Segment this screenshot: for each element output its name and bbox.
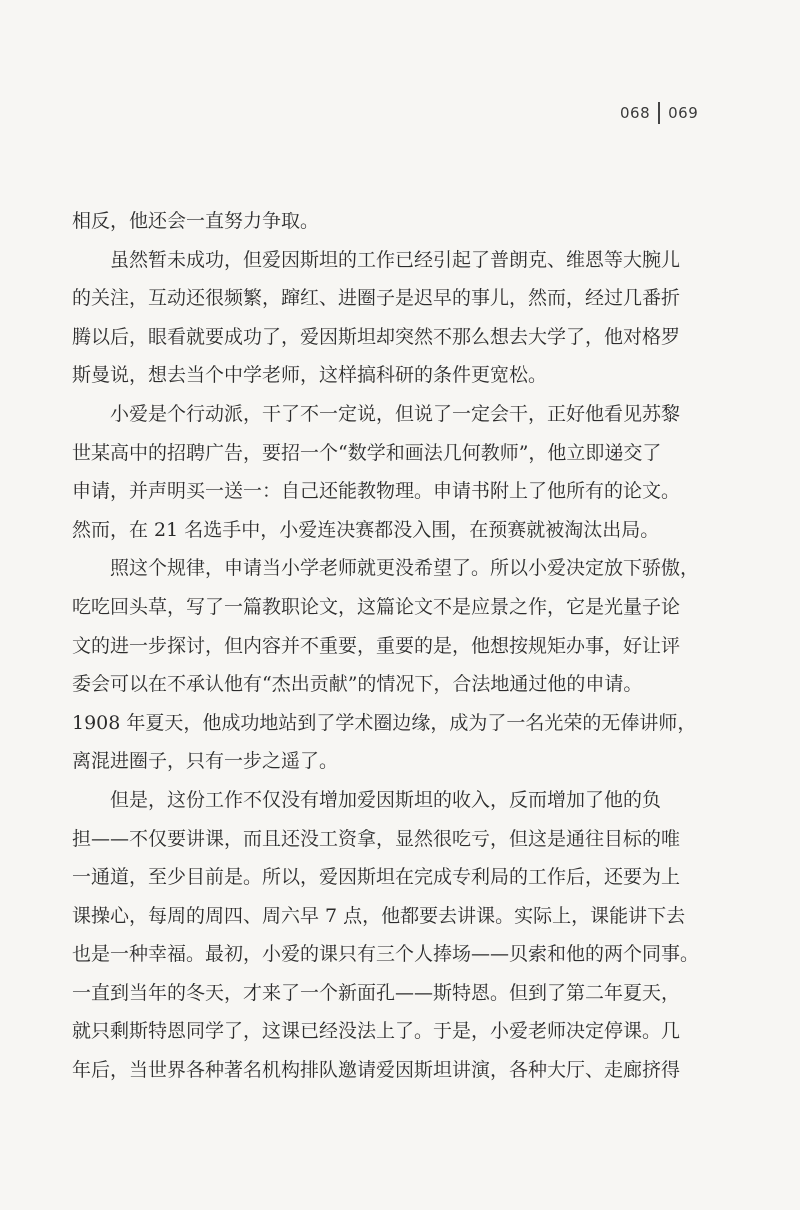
text-line: 课操心，每周的周四、周六早 7 点，他都要去讲课。实际上，课能讲下去: [72, 904, 686, 927]
text-line: 就只剩斯特恩同学了，这课已经没法上了。于是，小爱老师决定停课。几: [72, 1020, 681, 1043]
text-line: 文的进一步探讨，但内容并不重要，重要的是，他想按规矩办事，好让评: [72, 634, 681, 657]
text-line: 世某高中的招聘广告，要招一个“数学和画法几何教师”，他立即递交了: [72, 441, 662, 464]
page-number-header: [620, 102, 698, 124]
text-line: 照这个规律，申请当小学老师就更没希望了。所以小爱决定放下骄傲，: [110, 557, 700, 580]
text-line: 小爱是个行动派，干了不一定说，但说了一定会干，正好他看见苏黎: [110, 402, 681, 425]
page-number-separator: [658, 102, 660, 124]
text-line: 虽然暂未成功，但爱因斯坦的工作已经引起了普朗克、维恩等大腕儿: [110, 248, 681, 271]
text-line: 也是一种幸福。最初，小爱的课只有三个人捧场——贝索和他的两个同事。: [72, 943, 700, 966]
text-line: 一通道，至少目前是。所以，爱因斯坦在完成专利局的工作后，还要为上: [72, 866, 681, 889]
text-line: 担——不仅要讲课，而且还没工资拿，显然很吃亏，但这是通往目标的唯: [72, 827, 681, 850]
text-line: 腾以后，眼看就要成功了，爱因斯坦却突然不那么想去大学了，他对格罗: [72, 325, 681, 348]
page-number-left: 068: [620, 104, 651, 122]
text-line: 斯曼说，想去当个中学老师，这样搞科研的条件更宽松。: [72, 364, 548, 387]
text-line: 的关注，互动还很频繁，蹿红、进圈子是迟早的事儿，然而，经过几番折: [72, 287, 681, 310]
text-line: 委会可以在不承认他有“杰出贡献”的情况下，合法地通过他的申请。: [72, 673, 643, 696]
text-line: 相反，他还会一直努力争取。: [72, 210, 320, 232]
page-number-right: 069: [668, 104, 699, 122]
text-line: 年后，当世界各种著名机构排队邀请爱因斯坦讲演，各种大厅、走廊挤得: [72, 1059, 681, 1082]
text-line: 吃吃回头草，写了一篇教职论文，这篇论文不是应景之作，它是光量子论: [72, 595, 681, 618]
body-text: [72, 202, 732, 1090]
text-line: 但是，这份工作不仅没有增加爱因斯坦的收入，反而增加了他的负: [110, 788, 662, 811]
text-line: 离混进圈子，只有一步之遥了。: [72, 750, 339, 773]
text-line: 然而，在 21 名选手中，小爱连决赛都没入围，在预赛就被淘汰出局。: [72, 518, 660, 541]
text-line: 1908 年夏天，他成功地站到了学术圈边缘，成为了一名光荣的无俸讲师，: [72, 711, 697, 734]
text-line: 申请，并声明买一送一：自己还能教物理。申请书附上了他所有的论文。: [72, 480, 681, 503]
text-line: 一直到当年的冬天，才来了一个新面孔——斯特恩。但到了第二年夏天，: [72, 981, 681, 1004]
